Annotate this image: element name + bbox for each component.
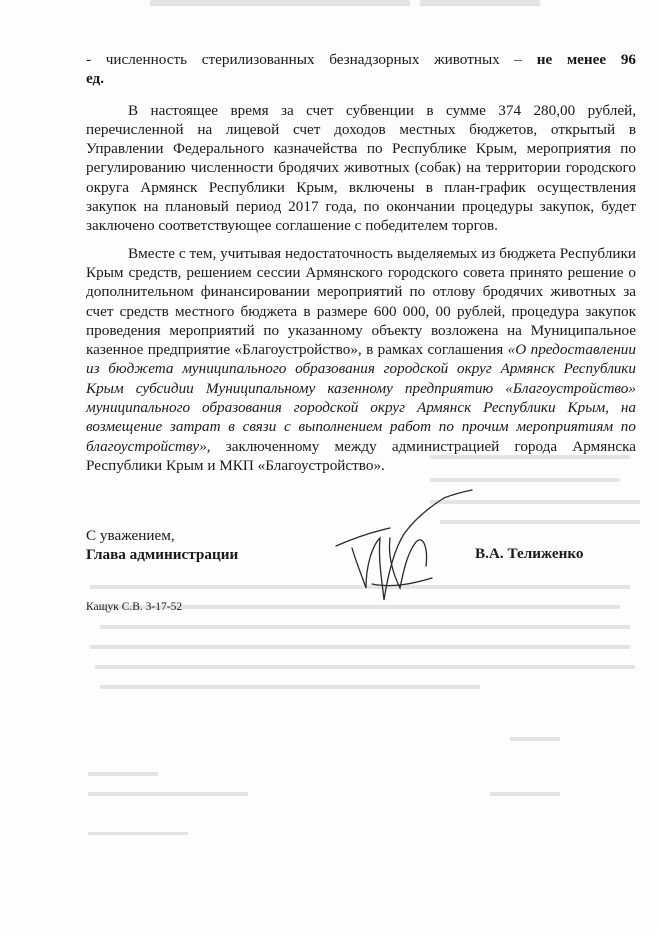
p3-italic-text: «О предоставлении из бюджета муниципального образования городской округ Армянск Республики Крым субсидии Муниципальному казенному предприятию «Благоустройство» муниципального образования городской округ Армянск Республики Крым, на возмещение затрат в связи с выполнением работ по прочим мероприятиям по благоустройству»: [86, 341, 636, 455]
greeting: С уважением,: [86, 527, 175, 544]
paragraph-1: [86, 50, 636, 69]
letter-body: [86, 50, 636, 475]
paragraph-3: [86, 244, 636, 476]
executor-contact: Кащук С.В. 3-17-52: [86, 601, 183, 613]
p1-bold-text: не менее 96: [536, 51, 637, 68]
p1-line2: ед.: [86, 70, 105, 88]
head-position: Глава администрации: [86, 546, 239, 564]
handwritten-signature: [332, 488, 482, 618]
paragraph-2: В настоящее время за счет субвенции в сумме 374 280,00 рублей, перечисленной на лицевой счет доходов местных бюджетов, открытый в Управлении Федерального казначейства по Республике Крым, мероприятия по регулированию численности бродячих животных (собак) на территории городского округа Армянск Республики Крым, включены в план-график осуществления закупок на плановый период 2017 года, по окончании процедуры закупок, будет заключено соответствующее соглашение с победителем торгов.: [86, 101, 636, 235]
p3-start-text: Вместе с тем, учитывая недостаточность выделяемых из бюджета Республики Крым средств, решением сессии Армянского городского совета принято решение о дополнительном финансировании мероприятий по отлову бродячих животных за счет средств местного бюджета в размере 600 000, 00 рублей, процедура закупок проведения мероприятий по указанному объекту возложена на Муниципальное казенное предприятие «Благоустройство», в рамках соглашения: [86, 244, 636, 359]
p3-end-text: , заключенному между администрацией города Армянска Республики Крым и МКП «Благоустройство».: [86, 437, 636, 474]
p1-line1-text: - численность стерилизованных безнадзорных животных –: [86, 51, 537, 68]
head-name: В.А. Телиженко: [475, 545, 584, 562]
